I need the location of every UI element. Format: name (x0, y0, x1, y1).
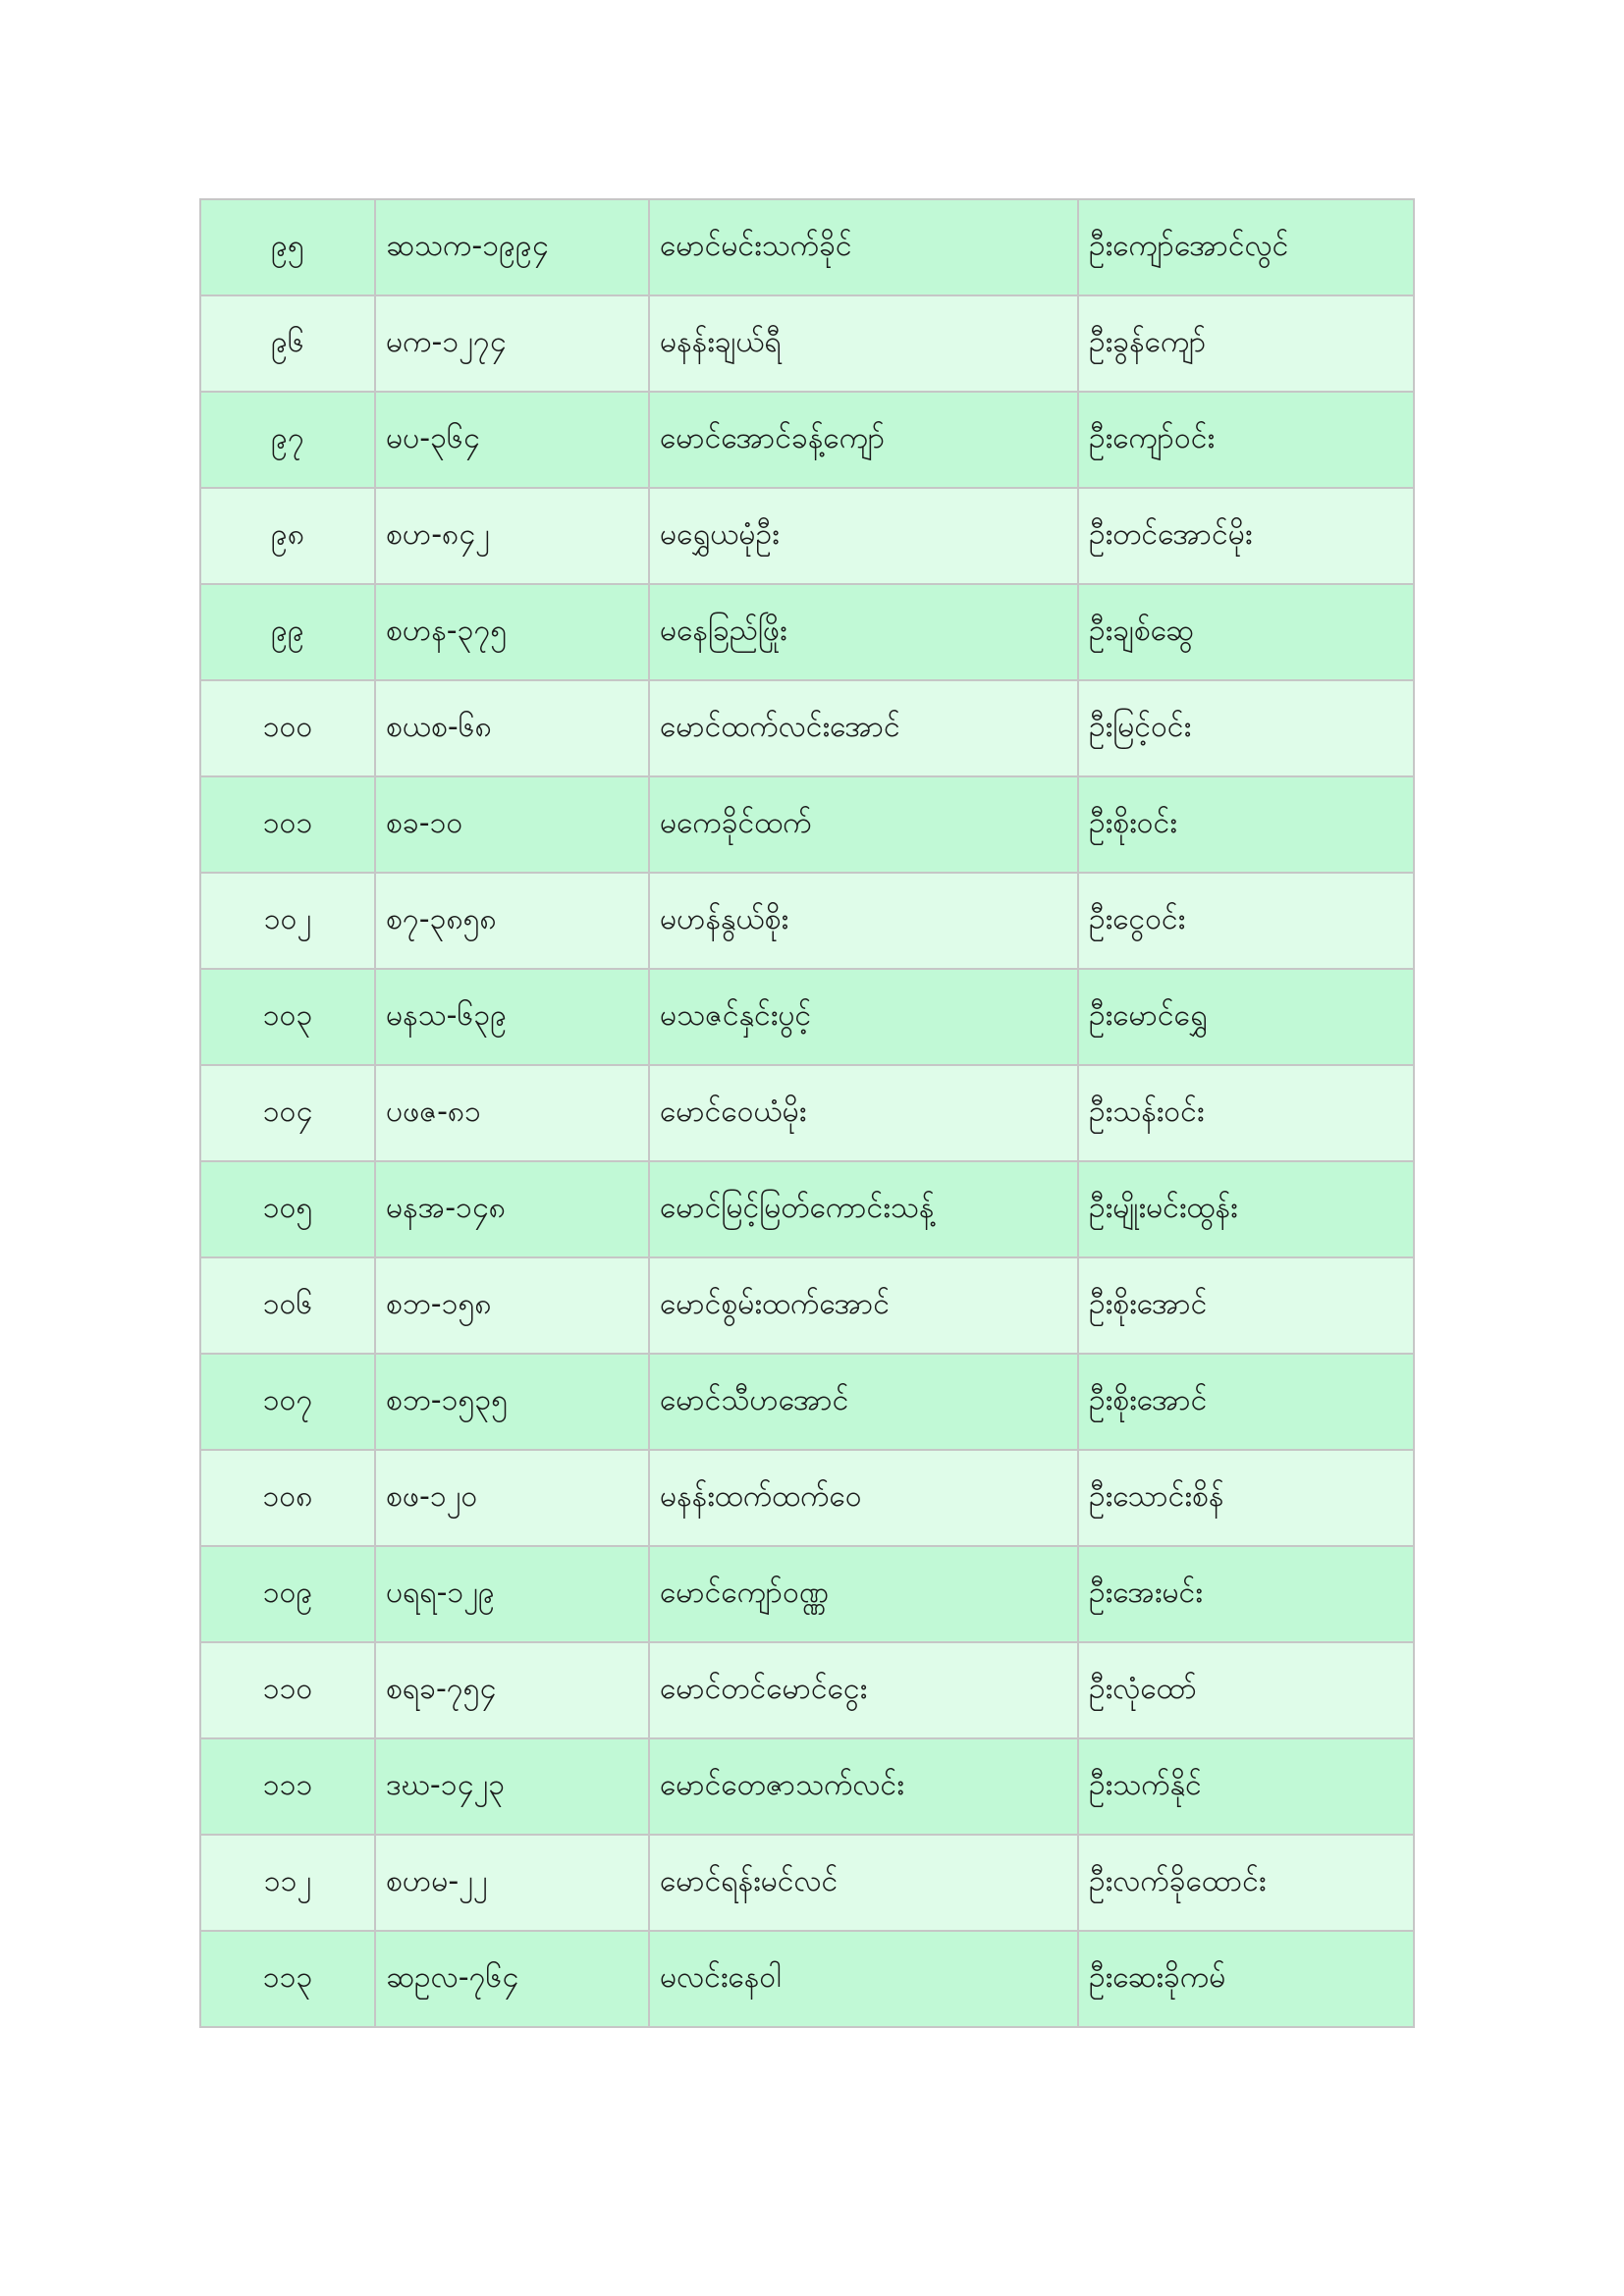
table-row (200, 776, 1414, 873)
row-number-cell: ၁၀၄ (200, 1065, 375, 1161)
parent-name-cell: ဦးမျိုးမင်းထွန်း (1078, 1161, 1414, 1257)
registration-number-cell: ဒဃ-၁၄၂၃ (375, 1738, 649, 1835)
student-name-cell: မရွှေယမုံဦး (649, 488, 1078, 584)
row-number-cell: ၁၁၃ (200, 1931, 375, 2027)
table-row (200, 584, 1414, 680)
parent-name-cell: ဦးလုံထော် (1078, 1642, 1414, 1738)
row-number-cell: ၁၀၂ (200, 873, 375, 969)
row-number-cell: ၉၉ (200, 584, 375, 680)
parent-name-cell: ဦးတင်အောင်မိုး (1078, 488, 1414, 584)
table-row (200, 1257, 1414, 1354)
table-row (200, 1642, 1414, 1738)
parent-name-cell: ဦးသန်းဝင်း (1078, 1065, 1414, 1161)
table-row (200, 199, 1414, 295)
registration-number-cell: ပဖဇ-၈၁ (375, 1065, 649, 1161)
parent-name-cell: ဦးခွန်ကျော် (1078, 295, 1414, 392)
table-row (200, 680, 1414, 776)
table-row (200, 1931, 1414, 2027)
registration-number-cell: စ၇-၃၈၅၈ (375, 873, 649, 969)
parent-name-cell: ဦးသက်နိုင် (1078, 1738, 1414, 1835)
table-row (200, 873, 1414, 969)
row-number-cell: ၁၀၅ (200, 1161, 375, 1257)
parent-name-cell: ဦးကျော်ဝင်း (1078, 392, 1414, 488)
table-row (200, 1161, 1414, 1257)
registration-number-cell: စဘ-၁၅၈ (375, 1257, 649, 1354)
parent-name-cell: ဦးငွေဝင်း (1078, 873, 1414, 969)
table-row (200, 1354, 1414, 1450)
student-name-cell: မသဇင်နှင်းပွင့် (649, 969, 1078, 1065)
student-name-cell: မောင်ထက်လင်းအောင် (649, 680, 1078, 776)
student-name-cell: မဟန်နွယ်စိုး (649, 873, 1078, 969)
table-row (200, 1450, 1414, 1546)
table-row (200, 969, 1414, 1065)
registration-number-cell: စယစ-၆၈ (375, 680, 649, 776)
row-number-cell: ၁၁၁ (200, 1738, 375, 1835)
registration-number-cell: ဆဥလ-၇၆၄ (375, 1931, 649, 2027)
row-number-cell: ၉၇ (200, 392, 375, 488)
parent-name-cell: ဦးချစ်ဆွေ (1078, 584, 1414, 680)
registration-number-cell: မနသ-၆၃၉ (375, 969, 649, 1065)
student-name-cell: မောင်ကျော်ဝဏ္ဏ (649, 1546, 1078, 1642)
row-number-cell: ၉၅ (200, 199, 375, 295)
registration-number-cell: မနအ-၁၄၈ (375, 1161, 649, 1257)
student-name-cell: မောင်တေဇာသက်လင်း (649, 1738, 1078, 1835)
registration-number-cell: စခ-၁၀ (375, 776, 649, 873)
student-name-cell: မောင်ရန်းမင်လင် (649, 1835, 1078, 1931)
parent-name-cell: ဦးစိုးအောင် (1078, 1354, 1414, 1450)
row-number-cell: ၉၆ (200, 295, 375, 392)
row-number-cell: ၁၀၈ (200, 1450, 375, 1546)
parent-name-cell: ဦးသောင်းစိန် (1078, 1450, 1414, 1546)
row-number-cell: ၁၀၉ (200, 1546, 375, 1642)
row-number-cell: ၁၀၁ (200, 776, 375, 873)
registration-number-cell: မက-၁၂၇၄ (375, 295, 649, 392)
student-name-cell: မောင်သီဟအောင် (649, 1354, 1078, 1450)
parent-name-cell: ဦးလက်ခိုထောင်း (1078, 1835, 1414, 1931)
table-row (200, 1738, 1414, 1835)
table-row (200, 392, 1414, 488)
parent-name-cell: ဦးဆေးခိုကမ် (1078, 1931, 1414, 2027)
table-body (200, 199, 1414, 2027)
registration-number-cell: စဟန-၃၇၅ (375, 584, 649, 680)
student-name-cell: မကေခိုင်ထက် (649, 776, 1078, 873)
parent-name-cell: ဦးကျော်အောင်လွင် (1078, 199, 1414, 295)
student-name-cell: မနေခြည်ဖြိုး (649, 584, 1078, 680)
row-number-cell: ၁၀၆ (200, 1257, 375, 1354)
student-name-cell: မောင်အောင်ခန့်ကျော် (649, 392, 1078, 488)
row-number-cell: ၁၀၃ (200, 969, 375, 1065)
registration-number-cell: စဖ-၁၂၀ (375, 1450, 649, 1546)
row-number-cell: ၁၁၀ (200, 1642, 375, 1738)
student-name-cell: မောင်မြင့်မြတ်ကောင်းသန့် (649, 1161, 1078, 1257)
student-name-cell: မနန်းထက်ထက်ဝေ (649, 1450, 1078, 1546)
row-number-cell: ၁၀၇ (200, 1354, 375, 1450)
registration-number-cell: စဟမ-၂၂ (375, 1835, 649, 1931)
table-row (200, 295, 1414, 392)
registration-number-cell: စဟ-၈၄၂ (375, 488, 649, 584)
parent-name-cell: ဦးမောင်ရွှေ (1078, 969, 1414, 1065)
parent-name-cell: ဦးစိုးဝင်း (1078, 776, 1414, 873)
registration-number-cell: စရခ-၇၅၄ (375, 1642, 649, 1738)
student-list-table (199, 198, 1415, 2028)
registration-number-cell: ဆသက-၁၉၉၄ (375, 199, 649, 295)
table-row (200, 1065, 1414, 1161)
parent-name-cell: ဦးမြင့်ဝင်း (1078, 680, 1414, 776)
student-name-cell: မောင်ဝေယံမိုး (649, 1065, 1078, 1161)
student-name-cell: မနန်းချယ်ရီ (649, 295, 1078, 392)
student-name-cell: မောင်မင်းသက်ခိုင် (649, 199, 1078, 295)
student-name-cell: မောင်စွမ်းထက်အောင် (649, 1257, 1078, 1354)
student-name-cell: မောင်တင်မောင်ငွေး (649, 1642, 1078, 1738)
student-name-cell: မလင်းနေဝါ (649, 1931, 1078, 2027)
row-number-cell: ၁၀၀ (200, 680, 375, 776)
registration-number-cell: မပ-၃၆၄ (375, 392, 649, 488)
row-number-cell: ၉၈ (200, 488, 375, 584)
parent-name-cell: ဦးအေးမင်း (1078, 1546, 1414, 1642)
table-row (200, 488, 1414, 584)
table-row (200, 1835, 1414, 1931)
table-row (200, 1546, 1414, 1642)
registration-number-cell: စဘ-၁၅၃၅ (375, 1354, 649, 1450)
registration-number-cell: ပရရ-၁၂၉ (375, 1546, 649, 1642)
row-number-cell: ၁၁၂ (200, 1835, 375, 1931)
parent-name-cell: ဦးစိုးအောင် (1078, 1257, 1414, 1354)
